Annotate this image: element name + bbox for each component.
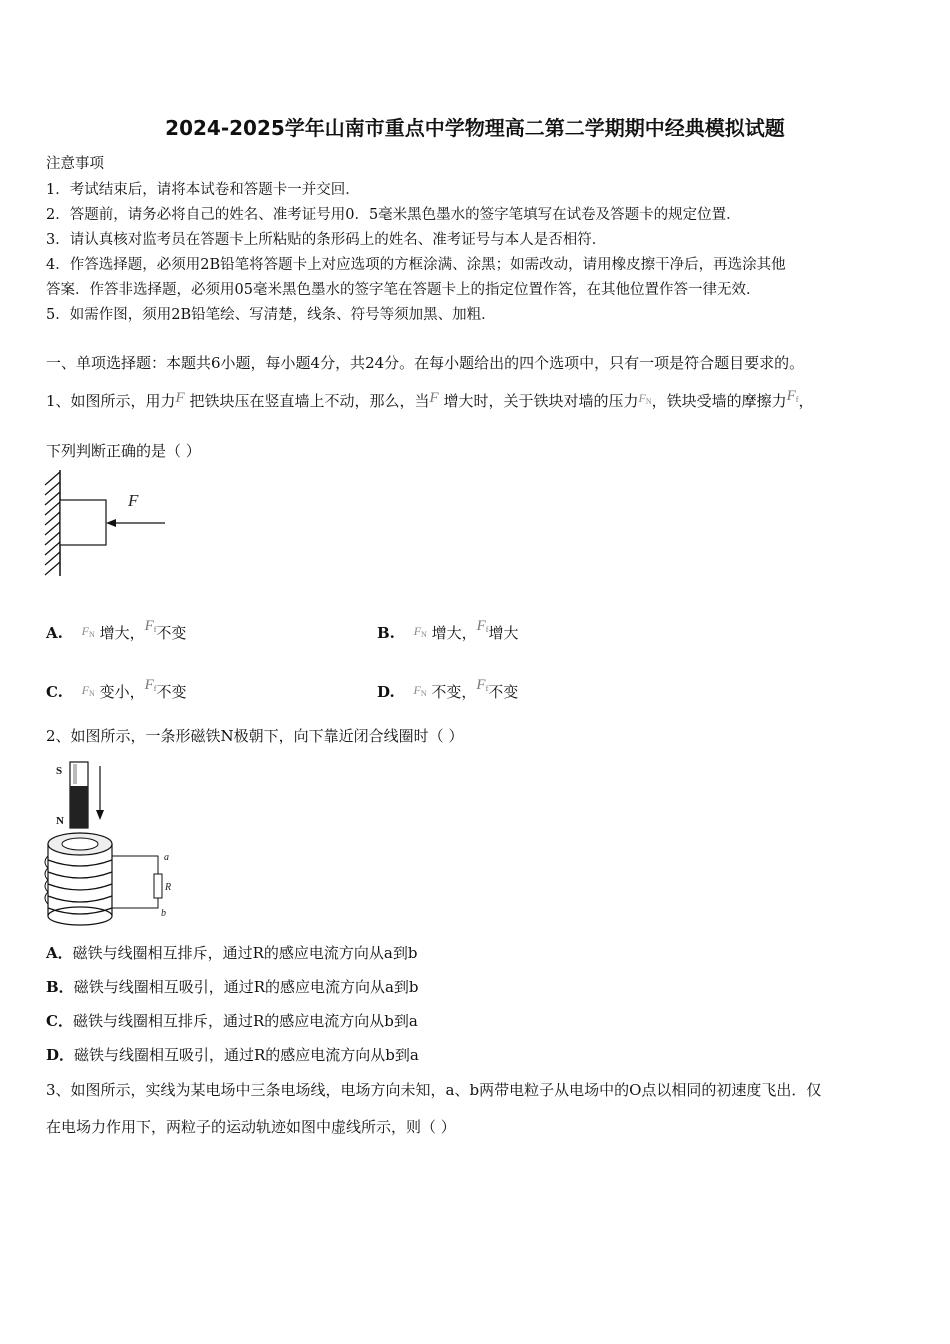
notice-heading: 注意事项 [46,156,104,172]
magnet-north-label: N [56,815,64,827]
force-symbol: F [429,390,439,406]
page-title: 2024-2025学年山南市重点中学物理高二第二学期期中经典模拟试题 [165,116,785,140]
friction-symbol: $F_f$ [786,388,799,404]
coil [45,833,112,925]
notice-item: 1．考试结束后，请将本试卷和答题卡一并交回． [46,182,360,198]
resistor [154,874,162,898]
friction-symbol: $F_f$ [476,618,489,634]
q2-figure [40,756,190,928]
notice-item: 2．答题前，请务必将自己的姓名、准考证号用0．5毫米黑色墨水的签字笔填写在试卷及答题卡的规定位置． [46,207,741,223]
normal-force-symbol: FN [413,683,427,698]
terminal-b-label: b [161,908,166,919]
q3-stem: 3、如图所示，实线为某电场中三条电场线，电场方向未知，a、b两带电粒子从电场中的O点以相同的初速度飞出．仅 [46,1081,822,1099]
section-heading: 一、单项选择题：本题共6小题，每小题4分，共24分。在每小题给出的四个选项中，只有一项是符合题目要求的。 [46,354,805,372]
normal-force-symbol: FN [413,624,427,639]
q3-stem-line2: 在电场力作用下，两粒子的运动轨迹如图中虚线所示，则（ ） [46,1118,456,1136]
force-symbol: F [175,390,185,406]
q1-stem: 1、如图所示，用力F 把铁块压在竖直墙上不动，那么，当F 增大时，关于铁块对墙的压力$^{F_N}$，铁块受墙的摩擦力$F_f$， [46,388,814,410]
notice-item: 4．作答选择题，必须用2B铅笔将答题卡上对应选项的方框涂满、涂黑；如需改动，请用橡皮擦干净后，再选涂其他 [46,257,786,273]
q2-option-b[interactable]: B．磁铁与线圈相互吸引，通过R的感应电流方向从a到b [46,978,419,996]
q2-option-c[interactable]: C．磁铁与线圈相互排斥，通过R的感应电流方向从b到a [46,1012,418,1030]
q1-option-c[interactable]: C. $^{F_N}$ 变小，$F_f$不变 [46,677,187,701]
resistor-label: R [165,882,172,893]
q1-option-d[interactable]: D. $^{F_N}$ 不变，$F_f$不变 [377,677,519,701]
wall-hatching [45,472,60,575]
q1-option-b[interactable]: B. $^{F_N}$ 增大，$F_f$增大 [377,618,519,642]
q1-option-a[interactable]: A. $^{F_N}$ 增大，$F_f$不变 [46,618,187,642]
iron-block [60,500,106,545]
magnet-south-label: S [56,765,63,777]
notice-item: 答案．作答非选择题，必须用05毫米黑色墨水的签字笔在答题卡上的指定位置作答，在其他位置作答一律无效． [46,282,761,298]
terminal-a-label: a [164,852,169,863]
q2-option-a[interactable]: A．磁铁与线圈相互排斥，通过R的感应电流方向从a到b [46,944,418,962]
q2-option-d[interactable]: D．磁铁与线圈相互吸引，通过R的感应电流方向从b到a [46,1046,419,1064]
normal-force-symbol: FN [638,391,652,406]
q2-stem: 2、如图所示，一条形磁铁N极朝下，向下靠近闭合线圈时（ ） [46,727,464,745]
q1-figure [40,468,180,580]
notice-item: 5．如需作图，须用2B铅笔绘、写清楚，线条、符号等须加黑、加粗． [46,307,496,323]
q1-stem-line2: 下列判断正确的是（ ） [46,442,201,460]
normal-force-symbol: FN [81,683,95,698]
friction-symbol: $F_f$ [144,677,157,693]
force-label: F [128,491,139,510]
friction-symbol: $F_f$ [476,677,489,693]
circuit-wire [112,856,158,876]
friction-symbol: $F_f$ [144,618,157,634]
normal-force-symbol: FN [81,624,95,639]
notice-item: 3．请认真核对监考员在答题卡上所粘贴的条形码上的姓名、准考证号与本人是否相符． [46,232,607,248]
